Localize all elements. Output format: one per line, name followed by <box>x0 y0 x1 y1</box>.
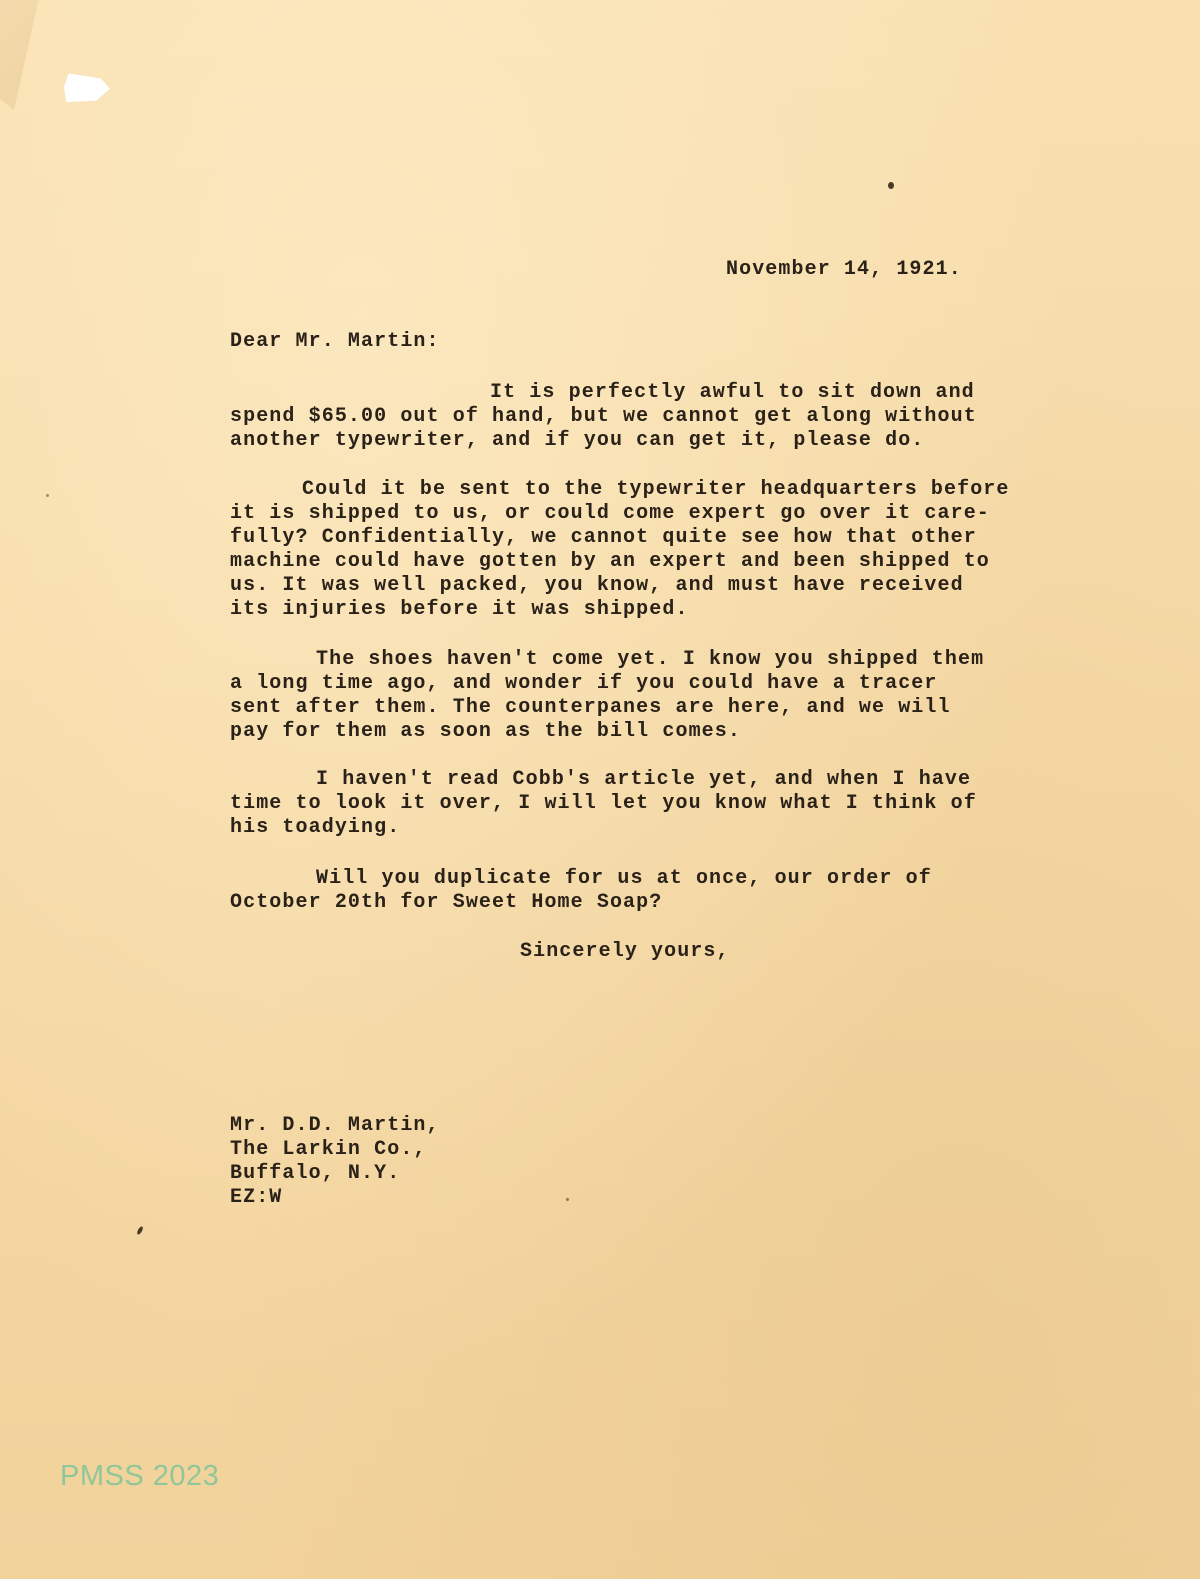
paragraph-line: spend $65.00 out of hand, but we cannot get along without <box>230 405 977 428</box>
ink-speck <box>136 1226 144 1236</box>
paragraph-line: its injuries before it was shipped. <box>230 598 689 621</box>
paragraph-line: The shoes haven't come yet. I know you shipped them <box>316 648 985 671</box>
paragraph-line: pay for them as soon as the bill comes. <box>230 720 741 743</box>
address-line: Buffalo, N.Y. <box>230 1162 401 1185</box>
paragraph-line: another typewriter, and if you can get it, please do. <box>230 429 925 452</box>
paragraph-line: sent after them. The counterpanes are here, and we will <box>230 696 951 719</box>
paragraph-line: machine could have gotten by an expert and been shipped to <box>230 550 990 573</box>
initials: EZ:W <box>230 1186 283 1209</box>
punched-hole <box>64 70 110 104</box>
ink-speck <box>566 1198 569 1201</box>
ink-speck <box>888 182 894 189</box>
paragraph-line: his toadying. <box>230 816 401 839</box>
letter-date: November 14, 1921. <box>726 258 962 281</box>
paragraph-line: fully? Confidentially, we cannot quite see how that other <box>230 526 977 549</box>
paragraph-line: a long time ago, and wonder if you could have a tracer <box>230 672 938 695</box>
paragraph-line: Could it be sent to the typewriter headquarters before <box>302 478 1010 501</box>
paragraph-line: I haven't read Cobb's article yet, and when I have <box>316 768 972 791</box>
paragraph-line: Will you duplicate for us at once, our order of <box>316 867 932 890</box>
paragraph-line: October 20th for Sweet Home Soap? <box>230 891 663 914</box>
watermark: PMSS 2023 <box>60 1460 220 1492</box>
folded-corner <box>0 0 70 110</box>
paragraph-line: it is shipped to us, or could come expert go over it care- <box>230 502 990 525</box>
salutation: Dear Mr. Martin: <box>230 330 440 353</box>
ink-speck <box>46 494 49 497</box>
address-line: The Larkin Co., <box>230 1138 427 1161</box>
address-line: Mr. D.D. Martin, <box>230 1114 440 1137</box>
paragraph-line: us. It was well packed, you know, and must have received <box>230 574 964 597</box>
paragraph-line: time to look it over, I will let you know what I think of <box>230 792 977 815</box>
paragraph-line: It is perfectly awful to sit down and <box>490 381 975 404</box>
closing: Sincerely yours, <box>520 940 730 963</box>
